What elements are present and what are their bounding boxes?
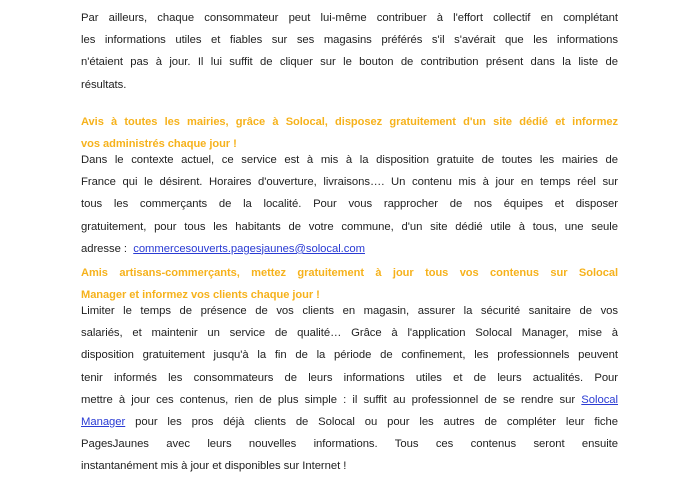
artisans-paragraph xyxy=(81,300,618,478)
text-line: disposition gratuitement jusqu'à la fin de la période de confinement, les professionnels peuvent xyxy=(81,349,618,362)
text-line xyxy=(81,411,618,433)
text-line: Limiter le temps de présence de vos clients en magasin, assurer la sécurité sanitaire de vos xyxy=(81,305,618,317)
text-line: tous les commerçants de la localité. Pour vous rapprocher de nos équipes et disposer xyxy=(81,198,618,211)
heading-line: Amis artisans-commerçants, mettez gratuitement à jour tous vos contenus sur Solocal xyxy=(81,267,618,279)
text-line: salariés, et maintenir un service de qualité… Grâce à l'application Solocal Manager, mise à xyxy=(81,327,618,340)
text-line: PagesJaunes avec leurs nouvelles informations. Tous ces contenus seront ensuite xyxy=(81,438,618,451)
text-line: Dans le contexte actuel, ce service est à mis à la disposition gratuite de toutes les mairies de xyxy=(81,154,618,166)
solocal-manager-link-part2[interactable]: Manager xyxy=(81,416,126,429)
text-line xyxy=(81,389,618,411)
address-line xyxy=(81,238,618,260)
heading-line: Avis à toutes les mairies, grâce à Solocal, disposez gratuitement d'un site dédié et informez xyxy=(81,116,618,128)
heading-line: Manager et informez vos clients chaque jour ! xyxy=(81,289,320,302)
email-link[interactable]: commercesouverts.pagesjaunes@solocal.com xyxy=(133,242,365,255)
text-line: résultats. xyxy=(81,78,127,91)
text-line: Par ailleurs, chaque consommateur peut lui-même contribuer à l'effort collectif en complétant xyxy=(81,12,618,24)
text-line: instantanément mis à jour et disponibles sur Internet ! xyxy=(81,460,347,473)
solocal-manager-link-part1[interactable]: Solocal xyxy=(581,393,618,406)
intro-paragraph xyxy=(81,7,618,96)
mairies-paragraph xyxy=(81,149,618,260)
line-text: pour les pros déjà clients de Solocal ou pour les autres de compléter leur fiche xyxy=(135,416,618,429)
text-line: n'étaient pas à jour. Il lui suffit de cliquer sur le bouton de contribution présent dans la liste de xyxy=(81,56,618,69)
text-line: France qui le désirent. Horaires d'ouverture, livraisons…. Un contenu mis à jour en temps réel sur xyxy=(81,176,618,189)
text-line: les informations utiles et fiables sur ses magasins préférés s'il s'avérait que les informations xyxy=(81,34,618,47)
address-prefix: adresse : xyxy=(81,242,128,255)
text-line: gratuitement, pour tous les habitants de votre commune, d'un site dédié utile à tous, une seule xyxy=(81,220,618,233)
text-line: tenir informés les consommateurs de leurs informations utiles et de leurs actualités. Pour xyxy=(81,371,618,384)
line-text: mettre à jour ces contenus, rien de plus simple : il suffit au professionnel de se rendre sur xyxy=(81,393,576,406)
heading-line: vos administrés chaque jour ! xyxy=(81,138,237,151)
